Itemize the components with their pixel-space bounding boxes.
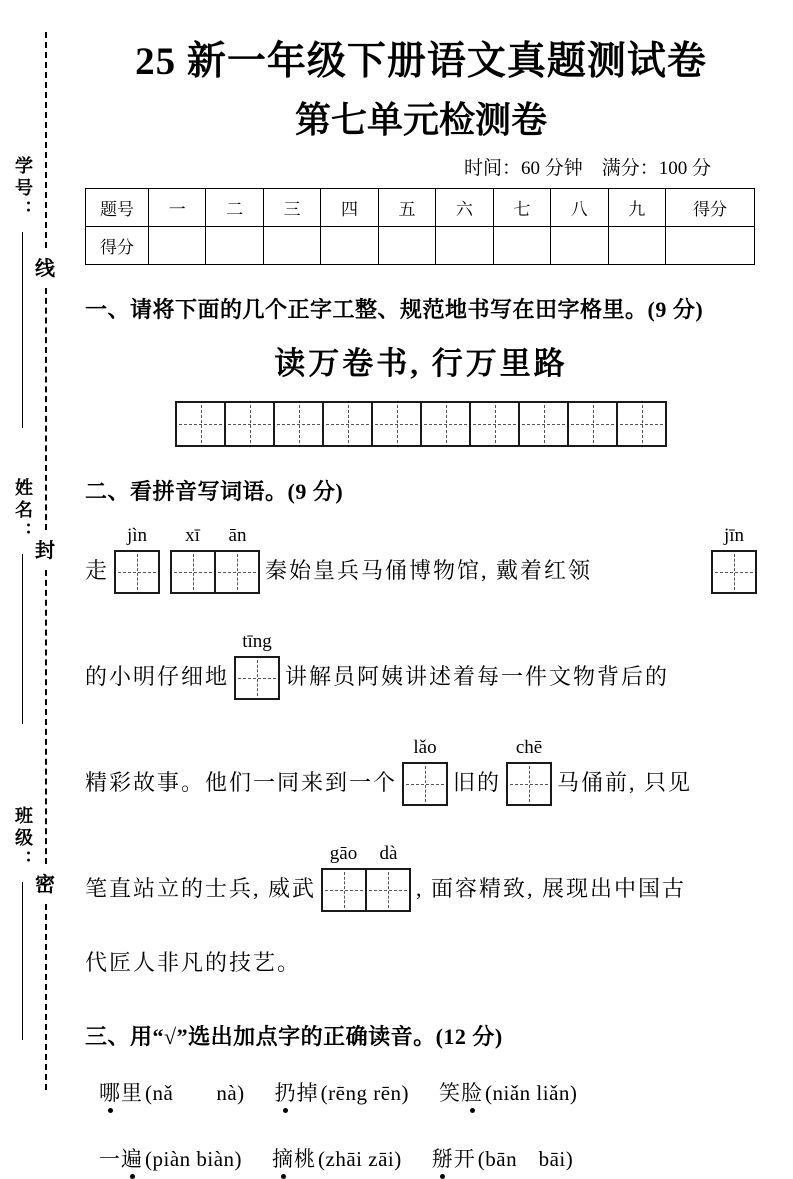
passage-text: 走	[85, 558, 110, 583]
score-table-header-cell: 得分	[666, 189, 755, 227]
character: 桃	[294, 1147, 317, 1171]
section2-heading: 二、看拼音写词语。(9 分)	[85, 479, 344, 504]
pronunciation-item	[272, 1143, 402, 1173]
score-empty-cell	[149, 227, 206, 265]
pronunciation-options: (bān bāi)	[477, 1147, 574, 1171]
pronunciation-options: (niǎn liǎn)	[485, 1081, 578, 1105]
passage-text: 代匠人非凡的技艺。	[85, 950, 302, 975]
pronunciation-row	[85, 1143, 757, 1173]
tianzige-cell	[234, 656, 280, 700]
passage-text: 秦始皇兵马俑博物馆, 戴着红领	[265, 558, 593, 583]
tianzige-cell	[321, 868, 367, 912]
name-label: 姓名：	[13, 478, 33, 544]
pinyin-box-group	[234, 628, 280, 700]
score-table-header-cell: 三	[263, 189, 320, 227]
score-empty-cell	[666, 227, 755, 265]
tianzige-cell	[567, 401, 618, 447]
tianzige-cell	[469, 401, 520, 447]
score-empty-cell	[436, 227, 493, 265]
score-empty-cell	[493, 227, 550, 265]
tianzige-cell	[420, 401, 471, 447]
pronunciation-options: (zhāi zāi)	[318, 1147, 402, 1171]
page-title: 25 新一年级下册语文真题测试卷	[135, 40, 707, 83]
passage-line-5	[85, 946, 757, 986]
student-id-label: 学号：	[13, 156, 33, 222]
tianzige-cell	[371, 401, 422, 447]
tianzige-cell	[365, 868, 411, 912]
seal-line-segment	[45, 570, 47, 864]
score-empty-cell	[551, 227, 608, 265]
dotted-character: 扔	[275, 1077, 297, 1107]
pinyin-label: gāo	[329, 843, 358, 864]
passage-line-1	[85, 522, 757, 594]
pronunciation-item	[432, 1143, 573, 1173]
pronunciation-row	[85, 1077, 757, 1107]
passage-text: , 面容精致, 展现出中国古	[416, 876, 687, 901]
tianzige-cell	[170, 550, 216, 594]
pinyin-box-group	[321, 840, 411, 912]
passage-text: 精彩故事。他们一同来到一个	[85, 770, 398, 795]
dotted-character: 脸	[461, 1077, 483, 1107]
pinyin-label: jīn	[723, 525, 745, 546]
score-table-header-cell: 四	[321, 189, 378, 227]
seal-char-xian: 线	[35, 258, 55, 280]
dotted-character: 哪	[99, 1077, 121, 1107]
tianzige-cell	[711, 550, 757, 594]
passage-text: 的小明仔细地	[85, 664, 230, 689]
passage-line-3	[85, 734, 757, 806]
pinyin-label: tīng	[242, 631, 272, 652]
section1-heading: 一、请将下面的几个正字工整、规范地书写在田字格里。(9 分)	[85, 297, 704, 322]
name-blank-line	[22, 554, 23, 724]
character: 开	[453, 1147, 476, 1171]
pinyin-label: ān	[228, 525, 247, 546]
score-empty-cell	[608, 227, 666, 265]
pronunciation-item	[275, 1077, 409, 1107]
tianzige-cell	[506, 762, 552, 806]
passage-text: 笔直站立的士兵, 威武	[85, 876, 317, 901]
pronunciation-options: (piàn biàn)	[145, 1147, 243, 1171]
tianzige-cell	[402, 762, 448, 806]
score-table-header-cell: 九	[608, 189, 666, 227]
time-score-meta: 时间：60 分钟 满分：100 分	[463, 158, 711, 179]
seal-line-segment	[45, 32, 47, 248]
pinyin-box-group	[114, 522, 160, 594]
score-table-header-cell: 七	[493, 189, 550, 227]
seal-char-mi: 密	[35, 874, 55, 896]
student-id-blank-line	[22, 232, 23, 428]
character: 一	[99, 1147, 121, 1171]
pronunciation-item	[99, 1143, 242, 1173]
score-table-header-cell: 五	[378, 189, 435, 227]
seal-line-segment	[45, 904, 47, 1090]
pronunciation-item	[439, 1077, 577, 1107]
pinyin-box-group	[402, 734, 448, 806]
pinyin-label: dà	[379, 843, 398, 864]
score-table-header-cell: 八	[551, 189, 608, 227]
pronunciation-options: (nǎ nà)	[145, 1081, 245, 1105]
page-subtitle: 第七单元检测卷	[294, 100, 547, 140]
practice-grid	[85, 401, 757, 447]
pinyin-passage	[85, 522, 757, 986]
score-empty-cell	[263, 227, 320, 265]
score-row-label: 得分	[86, 227, 149, 265]
tianzige-cell	[214, 550, 260, 594]
copy-text: 读万卷书, 行万里路	[274, 346, 568, 381]
passage-line-2	[85, 628, 757, 700]
character: 掉	[296, 1081, 319, 1105]
pronunciation-item	[99, 1077, 245, 1107]
tianzige-cell	[616, 401, 667, 447]
main-content	[85, 0, 757, 1173]
pinyin-label: lǎo	[413, 737, 437, 758]
score-table	[85, 188, 755, 265]
pinyin-label: chē	[515, 737, 543, 758]
section3-heading: 三、用“√”选出加点字的正确读音。(12 分)	[85, 1024, 503, 1049]
pinyin-label: xī	[185, 525, 200, 546]
dotted-character: 掰	[432, 1143, 454, 1173]
tianzige-cell	[518, 401, 569, 447]
seal-line-segment	[45, 288, 47, 530]
pinyin-box-group	[170, 522, 260, 594]
score-table-header-cell: 题号	[86, 189, 149, 227]
tianzige-cell	[224, 401, 275, 447]
passage-text: 马俑前, 只见	[557, 770, 693, 795]
score-table-header-cell: 六	[436, 189, 493, 227]
dotted-character: 遍	[121, 1143, 143, 1173]
class-label: 班级：	[13, 806, 33, 872]
score-empty-cell	[321, 227, 378, 265]
score-empty-cell	[378, 227, 435, 265]
seal-char-feng: 封	[35, 540, 55, 562]
tianzige-cell	[175, 401, 226, 447]
tianzige-cell	[114, 550, 160, 594]
score-empty-cell	[206, 227, 263, 265]
passage-text: 讲解员阿姨讲述着每一件文物背后的	[285, 664, 670, 689]
character: 里	[121, 1081, 143, 1105]
character: 笑	[439, 1081, 462, 1105]
passage-line-4	[85, 840, 757, 912]
pronunciation-options: (rēng rēn)	[320, 1081, 410, 1105]
score-table-body	[86, 189, 755, 265]
pinyin-box-group	[711, 522, 757, 594]
pinyin-box-group	[506, 734, 552, 806]
pinyin-label: jìn	[126, 525, 148, 546]
dotted-character: 摘	[272, 1143, 294, 1173]
tianzige-cell	[273, 401, 324, 447]
passage-text: 旧的	[453, 770, 502, 795]
class-blank-line	[22, 882, 23, 1040]
tianzige-cell	[322, 401, 373, 447]
score-table-header-cell: 二	[206, 189, 263, 227]
score-table-header-cell: 一	[149, 189, 206, 227]
